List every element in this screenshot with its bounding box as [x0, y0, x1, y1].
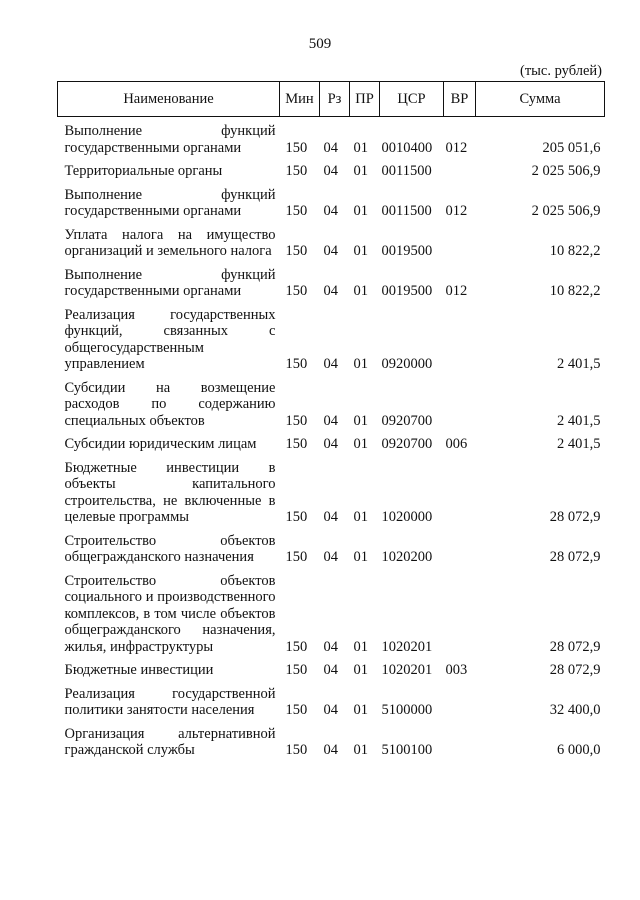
cell-name: Выполнение функций государственными органами [64, 186, 276, 219]
cell-vr [444, 380, 476, 437]
cell-rz: 04 [323, 638, 338, 655]
cell-name: Субсидии юридическим лицам [64, 436, 257, 452]
cell-rz: 04 [323, 243, 338, 259]
cell-pr: 01 [353, 203, 368, 219]
cell-pr: 01 [353, 638, 368, 655]
cell-rz: 04 [323, 356, 338, 372]
cell-csr: 0011500 [381, 163, 432, 179]
cell-min: 150 [285, 163, 308, 179]
cell-min: 150 [285, 203, 308, 219]
table-body [58, 117, 605, 766]
header-rz: Рз [320, 82, 350, 117]
cell-csr: 0920700 [381, 436, 433, 452]
header-name: Наименование [58, 82, 280, 117]
cell-name: Организация альтернативной гражданской службы [64, 725, 276, 758]
cell-min: 150 [285, 139, 308, 156]
cell-name: Выполнение функций государственными органами [64, 123, 276, 156]
cell-sum: 2 401,5 [557, 412, 601, 429]
table-row [58, 380, 605, 437]
cell-csr: 0920000 [381, 356, 433, 372]
cell-csr: 0010400 [381, 139, 433, 156]
cell-pr: 01 [353, 436, 368, 452]
cell-vr [444, 573, 476, 663]
cell-min: 150 [285, 509, 308, 525]
cell-min: 150 [285, 412, 308, 429]
cell-csr: 1020000 [381, 509, 433, 525]
cell-vr [444, 163, 476, 187]
header-vr: ВР [444, 82, 476, 117]
table-row [58, 187, 605, 227]
table-row [58, 533, 605, 573]
header-csr: ЦСР [380, 82, 444, 117]
cell-sum: 28 072,9 [549, 662, 601, 678]
cell-sum: 32 400,0 [549, 702, 601, 718]
cell-rz: 04 [323, 412, 338, 429]
table-row [58, 460, 605, 533]
cell-pr: 01 [353, 702, 368, 718]
cell-min: 150 [285, 356, 308, 372]
cell-rz: 04 [323, 436, 338, 452]
header-pr: ПР [350, 82, 380, 117]
cell-sum: 6 000,0 [557, 742, 601, 758]
table-row [58, 662, 605, 686]
cell-min: 150 [285, 662, 308, 678]
cell-sum: 205 051,6 [542, 139, 601, 156]
cell-vr [444, 726, 476, 766]
cell-name: Территориальные органы [64, 163, 223, 179]
cell-csr: 1020200 [381, 549, 433, 565]
cell-min: 150 [285, 742, 308, 758]
table-row [58, 573, 605, 663]
cell-rz: 04 [323, 163, 338, 179]
cell-name: Бюджетные инвестиции [64, 662, 214, 678]
cell-name: Выполнение функций государственными органами [64, 266, 276, 299]
cell-vr: 012 [445, 139, 468, 156]
table-row [58, 686, 605, 726]
cell-pr: 01 [353, 742, 368, 758]
cell-name: Уплата налога на имущество организаций и земельного налога [64, 226, 276, 259]
cell-min: 150 [285, 638, 308, 655]
units-label: (тыс. рублей) [520, 63, 602, 79]
cell-name: Реализация государственных функций, связанных с общегосударственным управлением [64, 306, 276, 372]
cell-name: Субсидии на возмещение расходов по содержанию специальных объектов [64, 379, 276, 429]
cell-pr: 01 [353, 163, 368, 179]
cell-vr [444, 533, 476, 573]
table-row [58, 227, 605, 267]
table-row [58, 267, 605, 307]
cell-csr: 1020201 [381, 662, 433, 678]
page-number: 509 [308, 36, 332, 52]
cell-vr [444, 227, 476, 267]
cell-csr: 0019500 [381, 243, 433, 259]
cell-pr: 01 [353, 356, 368, 372]
header-min: Мин [280, 82, 320, 117]
cell-pr: 01 [353, 139, 368, 156]
cell-vr [444, 686, 476, 726]
cell-sum: 28 072,9 [549, 549, 601, 565]
cell-pr: 01 [353, 243, 368, 259]
header-sum: Сумма [476, 82, 605, 117]
cell-name: Строительство объектов общегражданского назначения [64, 532, 276, 565]
cell-vr [444, 307, 476, 380]
table-row [58, 307, 605, 380]
cell-pr: 01 [353, 283, 368, 299]
cell-csr: 0920700 [381, 412, 433, 429]
cell-sum: 28 072,9 [549, 638, 601, 655]
cell-csr: 5100000 [381, 702, 433, 718]
table-row [58, 726, 605, 766]
cell-min: 150 [285, 436, 308, 452]
cell-rz: 04 [323, 283, 338, 299]
cell-name: Бюджетные инвестиции в объекты капитального строительства, не включенные в целевые программы [64, 459, 276, 525]
cell-sum: 2 025 506,9 [531, 203, 601, 219]
budget-table [57, 81, 605, 766]
cell-csr: 1020201 [381, 638, 433, 655]
cell-vr [444, 460, 476, 533]
cell-rz: 04 [323, 509, 338, 525]
cell-pr: 01 [353, 509, 368, 525]
cell-rz: 04 [323, 662, 338, 678]
cell-vr: 012 [445, 203, 468, 219]
cell-min: 150 [285, 283, 308, 299]
cell-vr: 006 [445, 436, 468, 452]
cell-sum: 10 822,2 [549, 243, 601, 259]
cell-csr: 0011500 [381, 203, 432, 219]
cell-sum: 10 822,2 [549, 283, 601, 299]
cell-rz: 04 [323, 742, 338, 758]
table-row [58, 163, 605, 187]
cell-name: Реализация государственной политики занятости населения [64, 685, 276, 718]
cell-pr: 01 [353, 662, 368, 678]
cell-pr: 01 [353, 549, 368, 565]
cell-min: 150 [285, 702, 308, 718]
cell-name: Строительство объектов социального и производственного комплексов, в том числе объектов общегражданского назначения, жилья, инфраструктуры [64, 572, 276, 655]
cell-vr: 012 [445, 283, 468, 299]
cell-pr: 01 [353, 412, 368, 429]
cell-rz: 04 [323, 702, 338, 718]
cell-sum: 2 401,5 [557, 356, 601, 372]
cell-vr: 003 [445, 662, 468, 678]
cell-min: 150 [285, 549, 308, 565]
cell-csr: 0019500 [381, 283, 433, 299]
cell-sum: 2 025 506,9 [531, 163, 601, 179]
table-header-row [58, 82, 605, 117]
cell-rz: 04 [323, 203, 338, 219]
cell-rz: 04 [323, 549, 338, 565]
cell-csr: 5100100 [381, 742, 433, 758]
cell-rz: 04 [323, 139, 338, 156]
table-row [58, 436, 605, 460]
cell-sum: 2 401,5 [557, 436, 601, 452]
cell-min: 150 [285, 243, 308, 259]
table-row [58, 117, 605, 164]
cell-sum: 28 072,9 [549, 509, 601, 525]
